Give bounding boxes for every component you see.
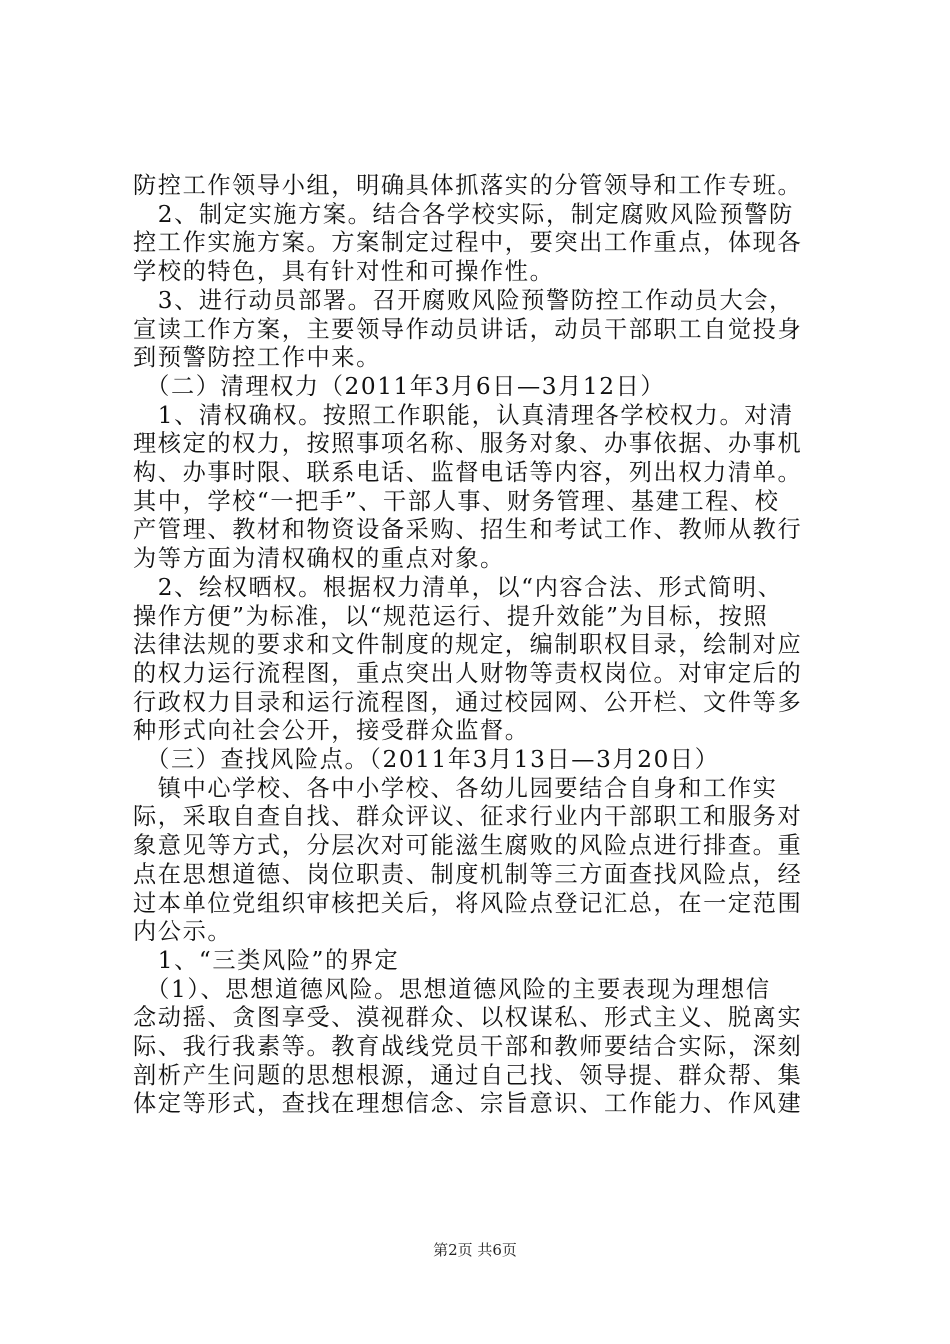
body-text-line: 种形式向社会公开，接受群众监督。 (133, 717, 530, 745)
body-text-line: 构、办事时限、联系电话、监督电话等内容，列出权力清单。 (133, 459, 803, 486)
section-heading: （二）清理权力（2011年3月6日—3月12日） (133, 372, 666, 400)
body-text-line: 内公示。 (133, 918, 233, 946)
body-text-line: 的权力运行流程图，重点突出人财物等责权岗位。对审定后的 (133, 659, 803, 687)
body-text-line: 宣读工作方案，主要领导作动员讲话，动员干部职工自觉投身 (133, 315, 803, 343)
body-text-line: 象意见等方式，分层次对可能滋生腐败的风险点进行排查。重 (133, 832, 803, 860)
body-text-line: 控工作实施方案。方案制定过程中，要突出工作重点，体现各 (133, 229, 803, 257)
body-text-line: 际，采取自查自找、群众评议、征求行业内干部职工和服务对 (133, 803, 803, 831)
section-heading: （三）查找风险点。（2011年3月13日—3月20日） (133, 746, 720, 773)
subsection-heading: 1、“三类风险”的界定 (133, 946, 400, 974)
body-text-line: （1）、思想道德风险。思想道德风险的主要表现为理想信 (133, 975, 771, 1003)
body-text-line: 其中，学校“一把手”、干部人事、财务管理、基建工程、校 (133, 487, 780, 515)
body-text-line: 3、进行动员部署。召开腐败风险预警防控工作动员大会， (133, 286, 794, 314)
body-text-line: 防控工作领导小组，明确具体抓落实的分管领导和工作专班。 (133, 172, 803, 199)
body-text-line: 1、清权确权。按照工作职能，认真清理各学校权力。对清 (133, 401, 794, 429)
body-text-line: 过本单位党组织审核把关后，将风险点登记汇总，在一定范围 (133, 889, 803, 917)
body-text-line: 为等方面为清权确权的重点对象。 (133, 545, 505, 573)
body-text-line: 镇中心学校、各中小学校、各幼儿园要结合自身和工作实 (133, 774, 778, 802)
body-text-line: 剖析产生问题的思想根源，通过自己找、领导提、群众帮、集 (133, 1061, 803, 1089)
body-text-line: 2、制定实施方案。结合各学校实际，制定腐败风险预警防 (133, 200, 794, 228)
body-text-line: 行政权力目录和运行流程图，通过校园网、公开栏、文件等多 (133, 688, 803, 716)
body-text-line: 学校的特色，具有针对性和可操作性。 (133, 258, 555, 286)
body-text-line: 点在思想道德、岗位职责、制度机制等三方面查找风险点，经 (133, 860, 803, 888)
body-text-line: 体定等形式，查找在理想信念、宗旨意识、工作能力、作风建 (133, 1090, 803, 1118)
body-text-line: 操作方便”为标准，以“规范运行、提升效能”为目标，按照 (133, 602, 769, 630)
body-text-line: 2、绘权晒权。根据权力清单，以“内容合法、形式简明、 (133, 573, 783, 601)
page-footer: 第2页 共6页 (433, 1241, 517, 1259)
body-text-line: 法律法规的要求和文件制度的规定，编制职权目录，绘制对应 (133, 631, 803, 659)
body-text-line: 到预警防控工作中来。 (133, 344, 381, 372)
body-text-line: 际、我行我素等。教育战线党员干部和教师要结合实际，深刻 (133, 1033, 803, 1060)
body-text-line: 理核定的权力，按照事项名称、服务对象、办事依据、办事机 (133, 430, 803, 458)
body-text-line: 产管理、教材和物资设备采购、招生和考试工作、教师从教行 (133, 516, 803, 544)
body-text-line: 念动摇、贪图享受、漠视群众、以权谋私、形式主义、脱离实 (133, 1004, 803, 1032)
